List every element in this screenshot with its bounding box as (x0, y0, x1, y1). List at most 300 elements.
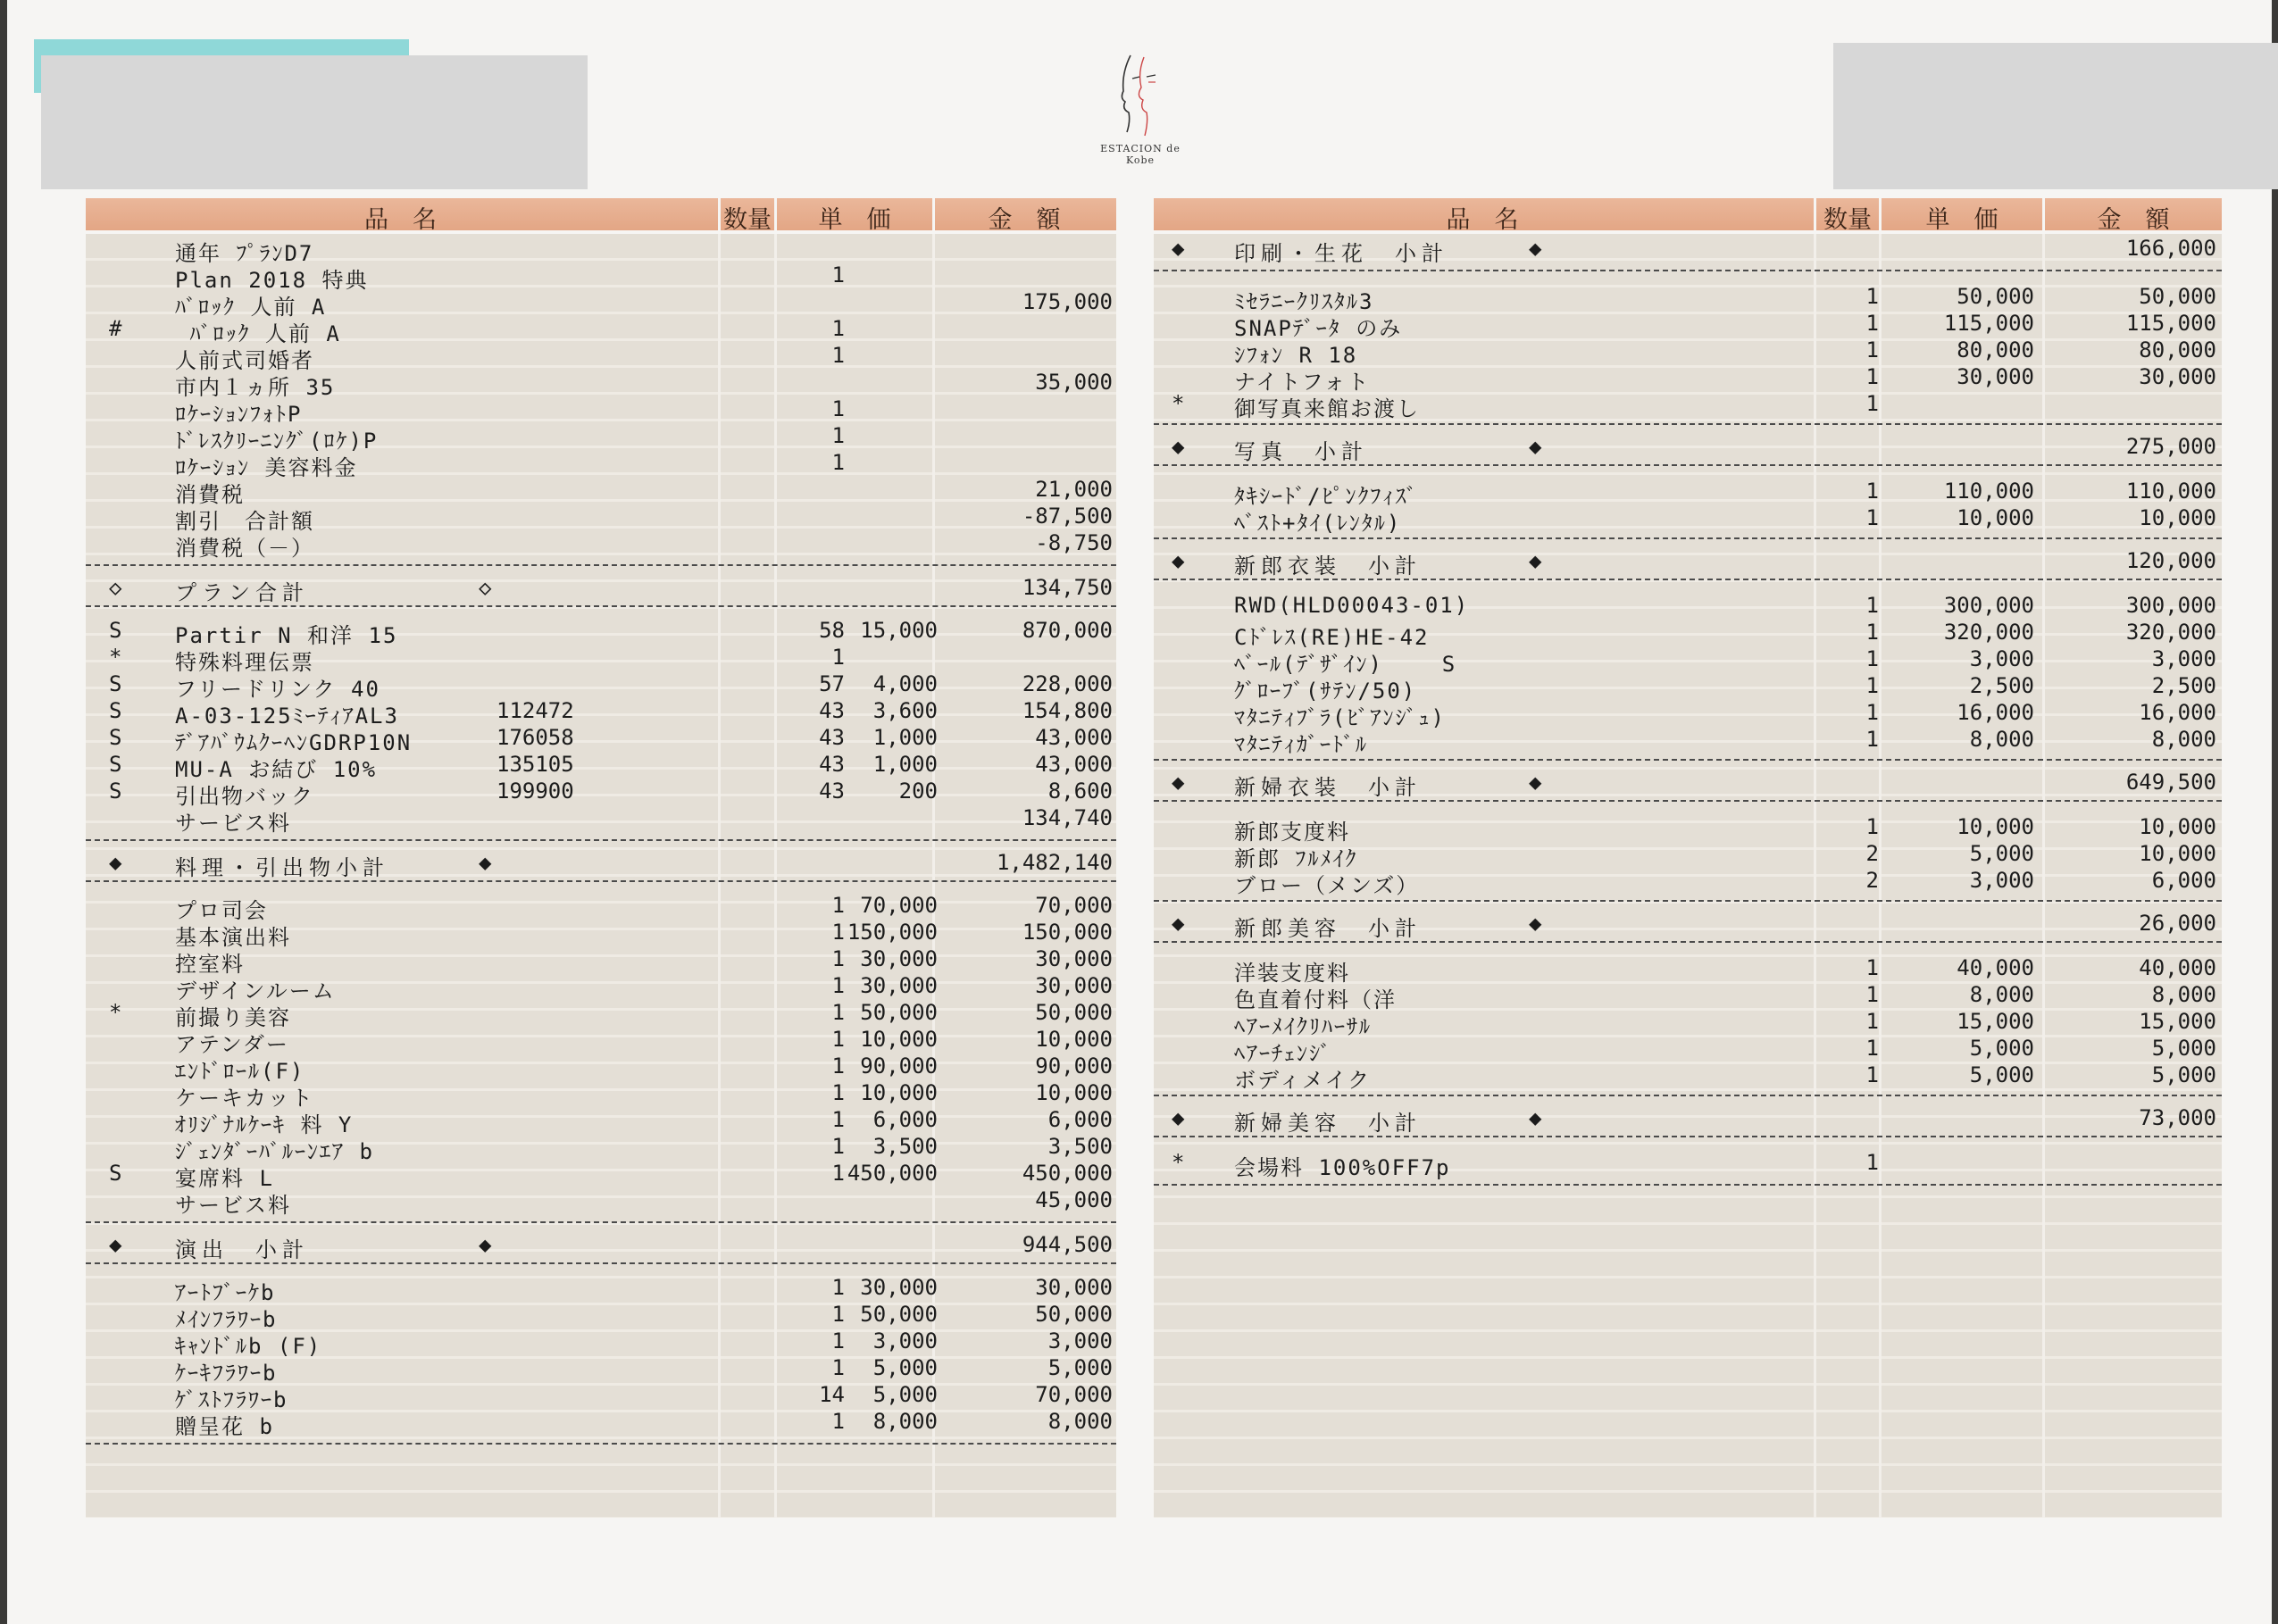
table-row (86, 1105, 1116, 1137)
item-name: 割引 合計額 (175, 509, 314, 534)
item-name: ﾐｾﾗﾆｰｸﾘｽﾀﾙ3 (1234, 289, 1374, 314)
subtotal-label: 写真 小計 (1234, 439, 1368, 464)
item-name: ｹｰｷﾌﾗﾜｰb (175, 1361, 278, 1386)
subtotal-row (1154, 768, 2222, 800)
item-qty: 1 (1865, 479, 1879, 504)
item-qty: 1 (1865, 337, 1879, 362)
item-unit-price: 115,000 (1943, 311, 2034, 336)
dashed-separator (1154, 1184, 2222, 1186)
item-unit-price: 16,000 (1957, 700, 2034, 725)
subtotal-mark: ◆ (1172, 770, 1185, 795)
item-unit-price: 3,500 (872, 1134, 938, 1159)
item-name: 消費税 (175, 482, 245, 507)
table-header (1154, 198, 2222, 234)
table-row (1154, 725, 2222, 757)
item-amount: 16,000 (2139, 700, 2216, 725)
item-amount: 8,000 (1047, 1409, 1113, 1434)
table-body (86, 234, 1116, 1518)
subtotal-row (1154, 1103, 2222, 1136)
item-unit-price: 10,000 (1957, 505, 2034, 530)
dashed-separator (86, 839, 1116, 841)
item-unit-price: 6,000 (872, 1107, 938, 1132)
subtotal-amount: 944,500 (1022, 1232, 1113, 1257)
item-amount: 134,740 (1022, 805, 1113, 830)
item-amount: 150,000 (1022, 920, 1113, 945)
item-name: サービス料 (175, 811, 291, 836)
col-amount-header: 金 額 (2097, 206, 2170, 234)
subtotal-row (86, 1230, 1116, 1262)
item-unit-price: 5,000 (1969, 1036, 2034, 1061)
item-name: 御写真来館お渡し (1234, 396, 1420, 421)
subtotal-row (86, 848, 1116, 880)
table-row (86, 670, 1116, 702)
item-amount: 300,000 (2125, 593, 2216, 618)
item-name: 色直着付料（洋 (1234, 987, 1397, 1012)
table-row (86, 1300, 1116, 1332)
subtotal-amount: 120,000 (2125, 548, 2216, 573)
item-name: ﾀｷｼｰﾄﾞ/ﾋﾟﾝｸﾌｨｽﾞ (1234, 484, 1419, 509)
table-row (86, 945, 1116, 977)
table-row (86, 421, 1116, 454)
item-amount: 320,000 (2125, 620, 2216, 645)
item-qty: 1 (1865, 955, 1879, 980)
row-mark: * (109, 1000, 122, 1025)
item-amount: 115,000 (2125, 311, 2216, 336)
item-qty: 1 (1865, 391, 1879, 416)
subtotal-label: 演出 小計 (175, 1237, 309, 1262)
item-amount: 43,000 (1035, 752, 1113, 777)
subtotal-label: プラン合計 (175, 580, 309, 605)
subtotal-mark: ◆ (109, 1232, 122, 1257)
subtotal-mark: ◆ (479, 1232, 492, 1257)
subtotal-row (1154, 546, 2222, 579)
item-qty: 2 (1865, 868, 1879, 893)
item-unit-price: 3,600 (872, 698, 938, 723)
table-row (86, 804, 1116, 836)
table-row (1154, 591, 2222, 618)
item-qty: 1 (831, 1054, 845, 1079)
item-unit-price: 30,000 (860, 946, 938, 971)
item-amount: 6,000 (2151, 868, 2216, 893)
subtotal-label: 新婦美容 小計 (1234, 1111, 1422, 1136)
row-mark: S (109, 752, 122, 777)
item-name: A-03-125ﾐｰﾃｨｱAL3 (175, 704, 399, 729)
item-qty: 1 (831, 973, 845, 998)
table-row (1154, 980, 2222, 1012)
item-amount: 90,000 (1035, 1054, 1113, 1079)
item-name: ﾍｱｰﾁｪﾝｼﾞ (1234, 1041, 1332, 1066)
dashed-separator (1154, 900, 2222, 902)
item-name: ﾛｹｰｼｮﾝﾌｫﾄP (175, 402, 303, 427)
item-qty: 1 (1865, 1150, 1879, 1175)
item-unit-price: 5,000 (872, 1382, 938, 1407)
item-amount: 10,000 (2139, 505, 2216, 530)
subtotal-mark: ◆ (1172, 548, 1185, 573)
left-invoice-panel (86, 198, 1116, 1518)
item-unit-price: 15,000 (860, 618, 938, 643)
item-qty: 1 (1865, 673, 1879, 698)
item-name: ｸﾞﾛｰﾌﾞ(ｻﾃﾝ/50) (1234, 679, 1417, 704)
item-unit-price: 2,500 (1969, 673, 2034, 698)
item-amount: 154,800 (1022, 698, 1113, 723)
col-price-header: 単 価 (818, 206, 891, 234)
item-amount: 3,000 (1047, 1328, 1113, 1353)
row-mark: # (109, 316, 122, 341)
table-row (86, 448, 1116, 480)
table-row (86, 287, 1116, 320)
item-name: ﾏﾀﾆﾃｨﾌﾞﾗ(ﾋﾞｱﾝｼﾞｭ) (1234, 705, 1446, 730)
item-amount: 43,000 (1035, 725, 1113, 750)
item-unit-price: 90,000 (860, 1054, 938, 1079)
item-name: 引出物バック (175, 784, 314, 809)
item-amount: 70,000 (1035, 893, 1113, 918)
table-row (1154, 1148, 2222, 1180)
table-row (1154, 866, 2222, 898)
item-name: ﾃﾞｱﾊﾞｳﾑｸｰﾍﾝGDRP10N (175, 730, 413, 755)
dashed-separator (1154, 800, 2222, 802)
item-name: Partir N 和洋 15 (175, 623, 398, 648)
dashed-separator (1154, 1095, 2222, 1096)
table-row (86, 395, 1116, 427)
item-unit-price: 8,000 (1969, 727, 2034, 752)
item-unit-price: 450,000 (847, 1161, 938, 1186)
item-qty: 1 (831, 1409, 845, 1434)
item-qty: 1 (831, 1000, 845, 1025)
table-row (86, 1186, 1116, 1218)
item-unit-price: 5,000 (872, 1355, 938, 1380)
subtotal-row (86, 573, 1116, 605)
item-name: 控室料 (175, 952, 245, 977)
subtotal-amount: 73,000 (2139, 1105, 2216, 1130)
item-amount: 30,000 (1035, 946, 1113, 971)
item-qty: 1 (1865, 620, 1879, 645)
item-unit-price: 30,000 (860, 973, 938, 998)
item-name: 新郎支度料 (1234, 820, 1350, 845)
item-qty: 1 (831, 343, 845, 368)
item-amount: 228,000 (1022, 671, 1113, 696)
item-amount: 10,000 (1035, 1027, 1113, 1052)
table-row (1154, 812, 2222, 845)
item-qty: 1 (831, 920, 845, 945)
item-unit-price: 3,000 (1969, 868, 2034, 893)
table-row (86, 1407, 1116, 1439)
table-row (86, 314, 1116, 346)
item-qty: 1 (1865, 1062, 1879, 1087)
item-amount: 3,000 (2151, 646, 2216, 671)
item-qty: 1 (1865, 727, 1879, 752)
item-name: Cﾄﾞﾚｽ(RE)HE-42 (1234, 625, 1430, 650)
table-row (86, 918, 1116, 950)
table-row (86, 234, 1116, 266)
table-row (86, 750, 1116, 782)
table-row (1154, 362, 2222, 395)
item-name: ｱｰﾄﾌﾞｰｹb (175, 1280, 276, 1305)
item-name: RWD(HLD00043-01) (1234, 593, 1470, 618)
item-unit-price: 4,000 (872, 671, 938, 696)
dashed-separator (86, 564, 1116, 566)
item-amount: 30,000 (1035, 1275, 1113, 1300)
item-qty: 43 (819, 725, 845, 750)
item-qty: 1 (831, 262, 845, 287)
item-amount: 3,500 (1047, 1134, 1113, 1159)
table-row (1154, 698, 2222, 730)
item-qty: 57 (819, 671, 845, 696)
item-name: プロ司会 (175, 898, 268, 923)
item-name: フリードリンク 40 (175, 677, 380, 702)
item-unit-price: 200 (898, 779, 938, 804)
table-row (1154, 1007, 2222, 1039)
item-amount: 8,000 (2151, 982, 2216, 1007)
subtotal-mark: ◆ (1529, 434, 1542, 459)
item-amount: -8,750 (1035, 530, 1113, 555)
table-body (1154, 234, 2222, 1518)
item-unit-price: 10,000 (860, 1080, 938, 1105)
right-invoice-panel (1154, 198, 2222, 1518)
item-name: 市内１ヵ所 35 (175, 375, 336, 400)
table-row (86, 502, 1116, 534)
table-row (86, 1132, 1116, 1164)
item-name: Plan 2018 特典 (175, 268, 369, 293)
table-header (86, 198, 1116, 234)
subtotal-label: 新婦衣装 小計 (1234, 775, 1422, 800)
table-row (86, 261, 1116, 293)
logo-text: ESTACION de Kobe (1100, 143, 1181, 166)
item-amount: 5,000 (1047, 1355, 1113, 1380)
redacted-block-right (1833, 43, 2278, 189)
item-name: ﾍｱｰﾒｲｸﾘﾊｰｻﾙ (1234, 1014, 1372, 1039)
table-row (86, 1353, 1116, 1386)
subtotal-mark: ◆ (1529, 911, 1542, 936)
item-qty: 1 (831, 893, 845, 918)
faces-logo (1095, 46, 1184, 189)
dashed-separator (86, 1443, 1116, 1445)
table-row (86, 529, 1116, 561)
table-row (1154, 839, 2222, 871)
table-row (1154, 282, 2222, 314)
subtotal-row (1154, 909, 2222, 941)
subtotal-label: 料理・引出物小計 (175, 855, 389, 880)
subtotal-mark: ◆ (1172, 236, 1185, 261)
table-row (86, 368, 1116, 400)
item-code: 112472 (496, 698, 574, 723)
item-name: ブロー（メンズ） (1234, 873, 1420, 898)
item-unit-price: 8,000 (1969, 982, 2034, 1007)
row-mark: * (109, 645, 122, 670)
subtotal-amount: 166,000 (2125, 236, 2216, 261)
subtotal-amount: 1,482,140 (996, 850, 1113, 875)
subtotal-row (1154, 432, 2222, 464)
item-name: デザインルーム (175, 979, 336, 1004)
item-name: ｴﾝﾄﾞﾛｰﾙ(F) (175, 1059, 305, 1084)
item-unit-price: 150,000 (847, 920, 938, 945)
subtotal-mark: ◆ (109, 850, 122, 875)
subtotal-mark: ◆ (1529, 236, 1542, 261)
table-row (86, 1052, 1116, 1084)
item-unit-price: 3,000 (872, 1328, 938, 1353)
item-amount: 10,000 (1035, 1080, 1113, 1105)
row-mark: S (109, 671, 122, 696)
table-row (86, 1025, 1116, 1057)
table-row (86, 616, 1116, 648)
item-unit-price: 15,000 (1957, 1009, 2034, 1034)
item-amount: 21,000 (1035, 477, 1113, 502)
item-name: ナイトフォト (1234, 370, 1371, 395)
item-unit-price: 40,000 (1957, 955, 2034, 980)
item-amount: 5,000 (2151, 1036, 2216, 1061)
item-qty: 1 (1865, 311, 1879, 336)
item-qty: 1 (831, 946, 845, 971)
item-name: ｼﾌｫﾝ R 18 (1234, 343, 1358, 368)
table-row (86, 1159, 1116, 1191)
item-name: 人前式司婚者 (175, 348, 314, 373)
dashed-separator (1154, 537, 2222, 539)
col-price-header: 単 価 (1925, 206, 1998, 234)
item-qty: 1 (831, 645, 845, 670)
subtotal-amount: 649,500 (2125, 770, 2216, 795)
table-row (86, 1380, 1116, 1412)
table-row (86, 1327, 1116, 1359)
subtotal-mark: ◆ (1172, 911, 1185, 936)
item-name: ﾛｹｰｼｮﾝ 美容料金 (175, 455, 358, 480)
subtotal-mark: ◆ (1172, 1105, 1185, 1130)
col-amount-header: 金 額 (988, 206, 1061, 234)
item-name: ｵﾘｼﾞﾅﾙｹｰｷ 料 Y (175, 1112, 354, 1137)
subtotal-mark: ◆ (479, 850, 492, 875)
subtotal-row (1154, 234, 2222, 266)
item-qty: 1 (831, 396, 845, 421)
item-amount: 80,000 (2139, 337, 2216, 362)
item-qty: 58 (819, 618, 845, 643)
item-qty: 1 (1865, 284, 1879, 309)
table-row (1154, 1061, 2222, 1093)
table-row (86, 341, 1116, 373)
table-row (1154, 618, 2222, 650)
dashed-separator (1154, 270, 2222, 271)
col-name-header: 品 名 (1446, 206, 1519, 234)
item-unit-price: 110,000 (1943, 479, 2034, 504)
item-name: 通年 ﾌﾟﾗﾝD7 (175, 241, 314, 266)
item-amount: 2,500 (2151, 673, 2216, 698)
item-name: ボディメイク (1234, 1068, 1372, 1093)
item-amount: 35,000 (1035, 370, 1113, 395)
item-qty: 14 (819, 1382, 845, 1407)
row-mark: * (1172, 391, 1185, 416)
item-code: 199900 (496, 779, 574, 804)
item-name: SNAPﾃﾞｰﾀ のみ (1234, 316, 1403, 341)
col-name-header: 品 名 (364, 206, 437, 234)
item-unit-price: 50,000 (860, 1302, 938, 1327)
subtotal-mark: ◇ (479, 575, 492, 600)
item-amount: 15,000 (2139, 1009, 2216, 1034)
item-name: 前撮り美容 (175, 1005, 291, 1030)
item-qty: 43 (819, 698, 845, 723)
dashed-separator (1154, 759, 2222, 761)
subtotal-mark: ◇ (109, 575, 122, 600)
item-qty: 1 (831, 316, 845, 341)
item-name: サービス料 (175, 1193, 291, 1218)
item-amount: 8,000 (2151, 727, 2216, 752)
item-amount: 45,000 (1035, 1187, 1113, 1212)
table-row (1154, 645, 2222, 677)
item-qty: 1 (1865, 505, 1879, 530)
item-amount: -87,500 (1022, 504, 1113, 529)
item-amount: 870,000 (1022, 618, 1113, 643)
item-qty: 1 (1865, 982, 1879, 1007)
item-unit-price: 3,000 (1969, 646, 2034, 671)
row-mark: S (109, 1161, 122, 1186)
item-qty: 1 (831, 1275, 845, 1300)
item-name: 宴席料 L (175, 1166, 274, 1191)
item-name: ケーキカット (175, 1086, 314, 1111)
item-unit-price: 5,000 (1969, 841, 2034, 866)
item-qty: 1 (1865, 364, 1879, 389)
subtotal-label: 印刷・生花 小計 (1234, 241, 1448, 266)
item-qty: 43 (819, 779, 845, 804)
item-unit-price: 50,000 (860, 1000, 938, 1025)
item-name: ﾄﾞﾚｽｸﾘｰﾆﾝｸﾞ(ﾛｹ)P (175, 429, 379, 454)
item-name: MU-A お結び 10% (175, 757, 378, 782)
item-qty: 1 (831, 1134, 845, 1159)
dashed-separator (1154, 1136, 2222, 1137)
table-row (86, 998, 1116, 1030)
invoice-sheet (7, 0, 2272, 1624)
dashed-separator (86, 605, 1116, 607)
item-qty: 1 (831, 1355, 845, 1380)
table-row (1154, 954, 2222, 986)
table-row (86, 777, 1116, 809)
item-qty: 1 (1865, 646, 1879, 671)
item-qty: 1 (1865, 1036, 1879, 1061)
item-name: ﾏﾀﾆﾃｨｶﾞｰﾄﾞﾙ (1234, 732, 1368, 757)
item-amount: 10,000 (2139, 841, 2216, 866)
item-name: 消費税（－） (175, 536, 314, 561)
redacted-block-left (41, 55, 588, 189)
row-mark: S (109, 779, 122, 804)
item-amount: 40,000 (2139, 955, 2216, 980)
item-unit-price: 320,000 (1943, 620, 2034, 645)
item-name: ﾊﾞﾛｯｸ 人前 A (175, 321, 341, 346)
item-qty: 1 (831, 423, 845, 448)
table-row (1154, 1034, 2222, 1066)
subtotal-label: 新郎衣装 小計 (1234, 554, 1422, 579)
dashed-separator (1154, 941, 2222, 943)
item-name: ﾊﾞﾛｯｸ 人前 A (175, 295, 327, 320)
item-unit-price: 1,000 (872, 725, 938, 750)
item-name: ﾒｲﾝﾌﾗﾜｰb (175, 1307, 278, 1332)
item-name: 贈呈花 b (175, 1414, 274, 1439)
subtotal-amount: 275,000 (2125, 434, 2216, 459)
table-row (1154, 671, 2222, 704)
item-amount: 30,000 (2139, 364, 2216, 389)
item-amount: 30,000 (1035, 973, 1113, 998)
item-amount: 70,000 (1035, 1382, 1113, 1407)
subtotal-mark: ◆ (1529, 1105, 1542, 1130)
item-qty: 1 (1865, 700, 1879, 725)
item-name: 特殊料理伝票 (175, 650, 314, 675)
item-amount: 5,000 (2151, 1062, 2216, 1087)
item-qty: 1 (831, 1328, 845, 1353)
item-amount: 50,000 (2139, 284, 2216, 309)
table-row (1154, 477, 2222, 509)
item-qty: 1 (831, 1161, 845, 1186)
item-qty: 1 (831, 1080, 845, 1105)
item-name: アテンダー (175, 1032, 289, 1057)
row-mark: * (1172, 1150, 1185, 1175)
item-amount: 6,000 (1047, 1107, 1113, 1132)
item-unit-price: 10,000 (1957, 814, 2034, 839)
item-qty: 1 (1865, 1009, 1879, 1034)
item-name: 会場料 100%OFF7p (1234, 1155, 1451, 1180)
